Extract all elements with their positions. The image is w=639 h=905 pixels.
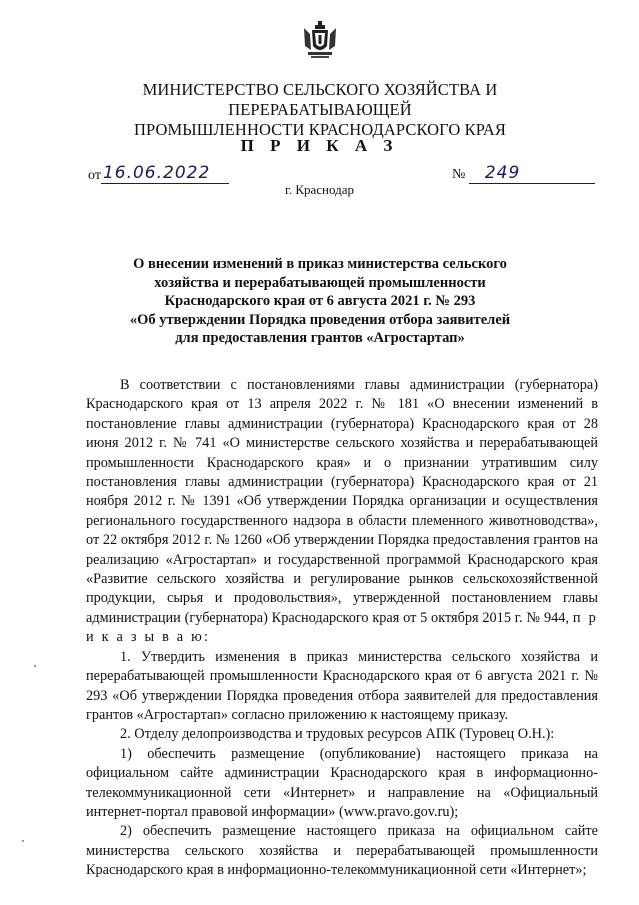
paragraph-item-1: 1. Утвердить изменения в приказ министерства сельского хозяйства и перерабатывающей промышленности Краснодарского края от 6 августа 2021 г. № 293 «Об утверждении Порядка проведения отбора заявителей для предоставления грантов «Агростартап» согласно приложению к настоящему приказу. [86,648,598,723]
order-subject [110,255,530,348]
ministry-name-line2: ПРОМЫШЛЕННОСТИ КРАСНОДАРСКОГО КРАЯ [133,120,507,139]
order-word: п р и к а з ы в а ю: [86,609,598,646]
date-handwritten: 16.06.2022 [101,163,229,184]
preamble-text: В соответствии с постановлениями главы администрации (губернатора) Краснодарского края от 13 апреля 2022 г. № 181 «О внесении изменений в постановление главы администрации (губернатора) Краснодарского края от 28 июня 2012 г. № 741 «О министерстве сельского хозяйства и перерабатывающей промышленности Краснодарского края» и о признании утратившим силу постановления главы администрации (губернатора) Краснодарского края от 21 ноября 2012 г. № 1391 «Об утверждении Порядка организации и осуществления регионального государственного надзора в области племенного животноводства», от 22 октября 2012 г. № 1260 «Об утверждении Порядка предоставления грантов на реализацию «Агростартап» и государственной программой Краснодарского края «Развитие сельского хозяйства и регулирование рынков сельскохозяйственной продукции, сырья и продовольствия», утвержденной постановлением главы администрации (губернатора) Краснодарского края от 5 октября 2015 г. № 944, [86,377,598,626]
subject-line1: О внесении изменений в приказ министерства сельского [133,256,507,272]
subject-line5: для предоставления грантов «Агростартап» [175,330,465,346]
paragraph-item-2: 2. Отделу делопроизводства и трудовых ресурсов АПК (Туровец О.Н.): [120,726,555,743]
subject-line4: «Об утверждении Порядка проведения отбора заявителей [129,311,511,328]
scan-speck [34,665,36,667]
order-number [452,163,595,184]
ministry-name [60,80,580,140]
coat-of-arms-icon [302,20,338,60]
city: г. Краснодар [284,182,355,197]
paragraph-subitem-2: 2) обеспечить размещение настоящего приказа на официальном сайте министерства сельского хозяйства и перерабатывающей промышленности Краснодарского края в информационно-телекоммуникационной сети «Интернет»; [86,823,598,879]
paragraph-preamble [86,376,598,648]
scan-speck [22,840,24,842]
order-date [88,163,229,184]
subject-line2: хозяйства и перерабатывающей промышленности [154,274,486,291]
number-prefix: № [452,167,466,182]
paragraph-subitem-1: 1) обеспечить размещение (опубликование) настоящего приказа на официальном сайте администрации Краснодарского края в информационно-телекоммуникационной сети «Интернет» и направление на «Официальный интернет-портал правовой информации» (www.pravo.gov.ru); [86,745,598,820]
date-prefix: от [88,168,101,183]
order-body [86,376,598,881]
number-handwritten: 249 [469,163,595,184]
order-title: П Р И К А З [240,136,399,155]
ministry-name-line1: МИНИСТЕРСТВО СЕЛЬСКОГО ХОЗЯЙСТВА И ПЕРЕРАБАТЫВАЮЩЕЙ [142,80,498,119]
subject-line3: Краснодарского края от 6 августа 2021 г. № 293 [164,293,476,309]
